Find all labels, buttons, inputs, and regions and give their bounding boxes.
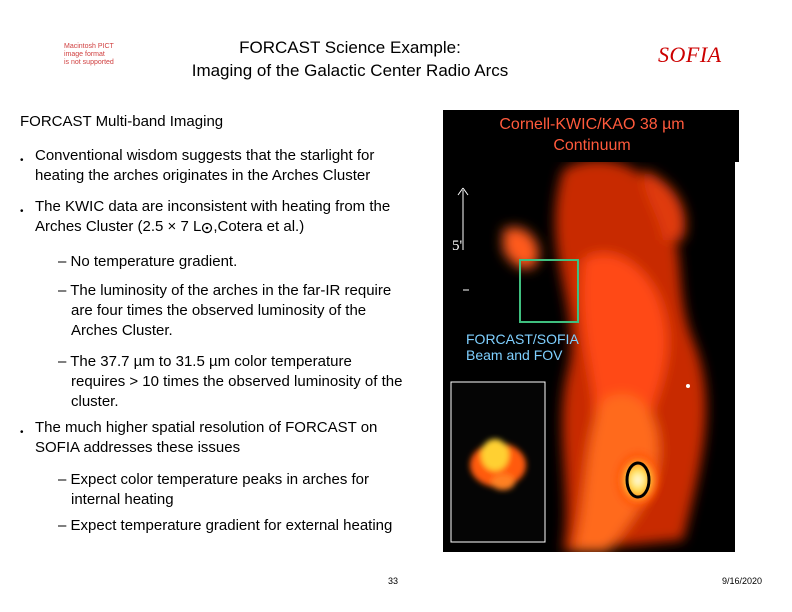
bullet-dot-icon: •: [20, 206, 24, 217]
fov-label-line: Beam and FOV: [466, 347, 563, 363]
bullet-text: SOFIA addresses these issues: [35, 439, 241, 456]
sub-bullet-text: – The 37.7 µm to 31.5 µm color temperature: [58, 353, 352, 370]
sub-bullet-item: [58, 252, 438, 272]
sub-bullet-text: Arches Cluster.: [71, 322, 173, 339]
bullet-item: [20, 418, 430, 458]
bullet-item: [20, 146, 430, 186]
sub-bullet-item: [58, 281, 438, 341]
sun-symbol-icon: [201, 222, 213, 234]
sub-bullet-text: – No temperature gradient.: [58, 253, 238, 270]
bullet-text: The KWIC data are inconsistent with heating from the: [35, 198, 391, 215]
sub-bullet-text: – Expect color temperature peaks in arches for: [58, 471, 369, 488]
sub-bullet-text: internal heating: [71, 491, 174, 508]
title-line-1: FORCAST Science Example:: [239, 38, 461, 57]
sub-bullet-text: cluster.: [71, 393, 119, 410]
scale-label: 5': [452, 238, 463, 254]
section-heading: FORCAST Multi-band Imaging: [20, 113, 224, 130]
caption-line: Cornell-KWIC/KAO 38 µm: [499, 116, 685, 133]
bullet-text: Conventional wisdom suggests that the starlight for: [35, 147, 375, 164]
fov-label: [466, 331, 579, 363]
caption-line: Continuum: [553, 137, 631, 154]
bullet-text: The much higher spatial resolution of FORCAST on: [35, 419, 378, 436]
sub-bullet-text: – The luminosity of the arches in the far-IR require: [58, 282, 392, 299]
slide-date: 9/16/2020: [722, 576, 763, 586]
image-caption: [443, 114, 741, 156]
placeholder-line: image format: [64, 51, 105, 58]
bullet-dot-icon: •: [20, 427, 24, 438]
sub-bullet-text: requires > 10 times the observed luminosity of the: [71, 373, 403, 390]
sub-bullet-text: are four times the observed luminosity of the: [71, 302, 367, 319]
bullet-item: [20, 197, 430, 237]
placeholder-line: is not supported: [64, 59, 114, 66]
slide-title: [150, 36, 550, 82]
bullet-text: heating the arches originates in the Arches Cluster: [35, 167, 371, 184]
sub-bullet-item: [58, 516, 438, 536]
sub-bullet-text: – Expect temperature gradient for external heating: [58, 517, 393, 534]
sub-bullet-item: [58, 470, 438, 510]
image-placeholder: [64, 43, 124, 67]
title-line-2: Imaging of the Galactic Center Radio Arcs: [191, 61, 509, 80]
bullet-text: Arches Cluster (2.5 × 7 L: [35, 218, 202, 235]
fov-label-line: FORCAST/SOFIA: [466, 331, 579, 347]
sofia-logo: SOFIA: [658, 42, 722, 67]
sub-bullet-item: [58, 352, 438, 412]
page-number: 33: [388, 576, 399, 586]
bullet-text: ,Cotera et al.): [213, 218, 305, 235]
bullet-dot-icon: •: [20, 155, 24, 166]
placeholder-line: Macintosh PICT: [64, 43, 114, 50]
